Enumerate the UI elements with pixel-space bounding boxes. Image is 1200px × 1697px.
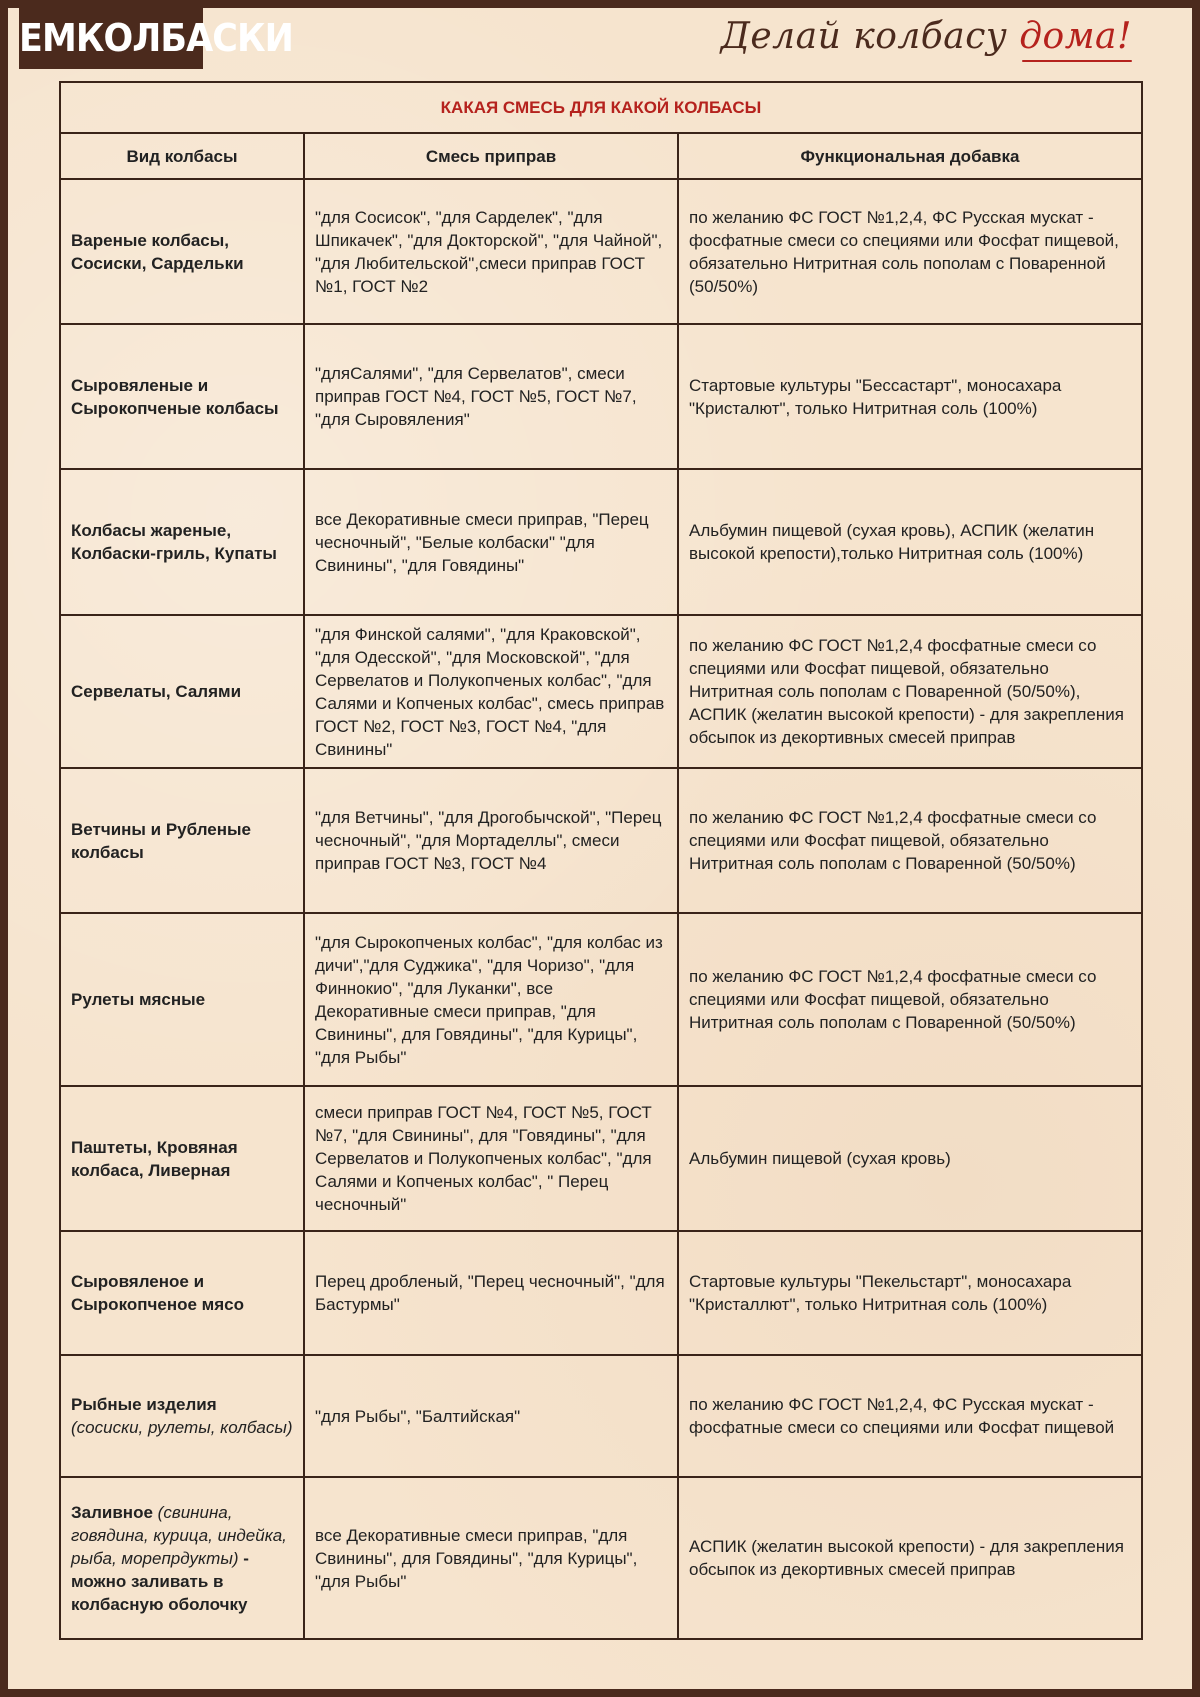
slogan-accent: дома!	[1019, 16, 1132, 57]
cell-mix: "дляСалями", "для Сервелатов", смеси приправ ГОСТ №4, ГОСТ №5, ГОСТ №7, "для Сыровяления"	[304, 324, 678, 469]
cell-mix: "для Сырокопченых колбас", "для колбас из дичи","для Суджика", "для Чоризо", "для Финнокио", "для Луканки", все Декоративные смеси приправ, "для Свинины", для Говядины", "для Курицы", "для Рыбы"	[304, 913, 678, 1086]
cell-mix: все Декоративные смеси приправ, "Перец чесночный", "Белые колбаски" "для Свинины", "для Говядины"	[304, 469, 678, 615]
kind-tail: - можно заливать в колбасную оболочку	[71, 1548, 249, 1614]
cell-additive: Альбумин пищевой (сухая кровь)	[678, 1086, 1142, 1231]
table-row	[60, 324, 1142, 469]
brand-logo[interactable]: ЕМКОЛБАСКИ	[19, 7, 203, 69]
table-row	[60, 615, 1142, 768]
column-header-kind: Вид колбасы	[60, 133, 304, 179]
table-title: КАКАЯ СМЕСЬ ДЛЯ КАКОЙ КОЛБАСЫ	[60, 82, 1142, 133]
table-row	[60, 1477, 1142, 1639]
cell-mix: "для Ветчины", "для Дрогобычской", "Перец чесночный", "для Мортаделлы", смеси приправ ГОСТ №3, ГОСТ №4	[304, 768, 678, 913]
column-header-additive: Функциональная добавка	[678, 133, 1142, 179]
cell-kind: Колбасы жареные, Колбаски-гриль, Купаты	[60, 469, 304, 615]
column-header-mix: Смесь приправ	[304, 133, 678, 179]
cell-mix: Перец дробленый, "Перец чесночный", "для Бастурмы"	[304, 1231, 678, 1355]
table-row	[60, 469, 1142, 615]
cell-additive: по желанию ФС ГОСТ №1,2,4 фосфатные смеси со специями или Фосфат пищевой, обязательно Нитритная соль пополам с Поваренной (50/50%)	[678, 768, 1142, 913]
table-row	[60, 768, 1142, 913]
table-title-row	[60, 82, 1142, 133]
cell-kind: Паштеты, Кровяная колбаса, Ливерная	[60, 1086, 304, 1231]
cell-additive: АСПИК (желатин высокой крепости) - для закрепления обсыпок из декортивных смесей приправ	[678, 1477, 1142, 1639]
cell-mix: "для Финской салями", "для Краковской", "для Одесской", "для Московской", "для Сервелатов и Полукопченых колбас", "для Салями и Копченых колбас", смесь приправ ГОСТ №2, ГОСТ №3, ГОСТ №4, "для Свинины"	[304, 615, 678, 768]
kind-note: (свинина, говядина, курица, индейка, рыба, морепрдукты)	[71, 1502, 287, 1568]
table-row	[60, 179, 1142, 324]
table-row	[60, 1231, 1142, 1355]
slogan-text: Делай колбасу	[720, 16, 1020, 57]
kind-label: Рыбные изделия	[71, 1395, 217, 1414]
cell-additive: Альбумин пищевой (сухая кровь), АСПИК (желатин высокой крепости),только Нитритная соль (100%)	[678, 469, 1142, 615]
kind-label: Заливное	[71, 1502, 153, 1522]
cell-additive: по желанию ФС ГОСТ №1,2,4, ФС Русская мускат - фосфатные смеси со специями или Фосфат пищевой	[678, 1355, 1142, 1477]
cell-mix: смеси приправ ГОСТ №4, ГОСТ №5, ГОСТ №7, "для Свинины", для "Говядины", "для Сервелатов и Полукопченых колбас", "для Салями и Копченых колбас", " Перец чесночный"	[304, 1086, 678, 1231]
cell-kind: Рулеты мясные	[60, 913, 304, 1086]
kind-note: (сосиски, рулеты, колбасы)	[71, 1418, 293, 1437]
cell-mix: "для Сосисок", "для Сарделек", "для Шпикачек", "для Докторской", "для Чайной", "для Любительской",смеси приправ ГОСТ №1, ГОСТ №2	[304, 179, 678, 324]
sausage-mix-table	[59, 81, 1143, 1640]
cell-kind: Ветчины и Рубленые колбасы	[60, 768, 304, 913]
cell-additive: Стартовые культуры "Пекельстарт", моносахара "Кристаллют", только Нитритная соль (100%)	[678, 1231, 1142, 1355]
table-header-row	[60, 133, 1142, 179]
cell-kind: Вареные колбасы, Сосиски, Сардельки	[60, 179, 304, 324]
cell-additive: по желанию ФС ГОСТ №1,2,4, ФС Русская мускат - фосфатные смеси со специями или Фосфат пищевой, обязательно Нитритная соль пополам с Поваренной (50/50%)	[678, 179, 1142, 324]
slogan	[721, 16, 1132, 57]
slogan-underline	[1022, 60, 1132, 62]
table-row	[60, 1086, 1142, 1231]
cell-kind: Сыровяленое и Сырокопченое мясо	[60, 1231, 304, 1355]
cell-kind: Сервелаты, Салями	[60, 615, 304, 768]
cell-kind: Сыровяленые и Сырокопченые колбасы	[60, 324, 304, 469]
cell-additive: по желанию ФС ГОСТ №1,2,4 фосфатные смеси со специями или Фосфат пищевой, обязательно Нитритная соль пополам с Поваренной (50/50%)	[678, 913, 1142, 1086]
cell-additive: по желанию ФС ГОСТ №1,2,4 фосфатные смеси со специями или Фосфат пищевой, обязательно Нитритная соль пополам с Поваренной (50/50%), АСПИК (желатин высокой крепости) - для закрепления обсыпок из декортивных смесей приправ	[678, 615, 1142, 768]
table-row	[60, 913, 1142, 1086]
cell-additive: Стартовые культуры "Бессастарт", моносахара "Кристалют", только Нитритная соль (100%)	[678, 324, 1142, 469]
cell-mix: "для Рыбы", "Балтийская"	[304, 1355, 678, 1477]
cell-mix: все Декоративные смеси приправ, "для Свинины", для Говядины", "для Курицы", "для Рыбы"	[304, 1477, 678, 1639]
table-row	[60, 1355, 1142, 1477]
cell-kind	[60, 1355, 304, 1477]
cell-kind	[60, 1477, 304, 1639]
